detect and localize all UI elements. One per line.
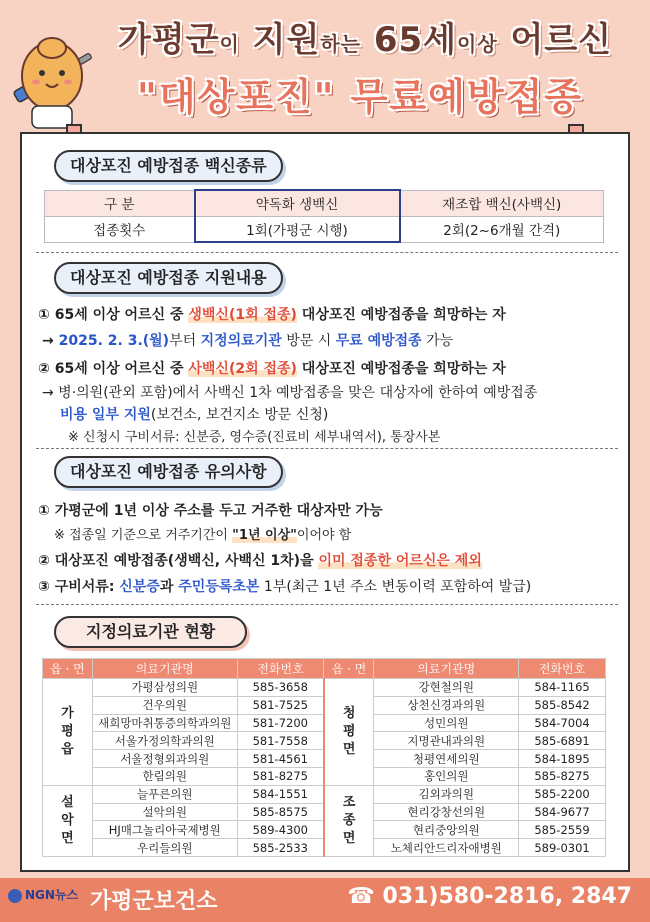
news-logo: NGN뉴스: [8, 886, 78, 903]
table-cell: 585-6891: [519, 732, 606, 750]
vaccine-types-table: [44, 189, 604, 243]
table-cell: 585-8575: [237, 803, 324, 821]
table-header-cell: 읍 · 면: [324, 659, 374, 679]
page-title-line1: 가평군이 지원하는 65세이상 어르신: [117, 20, 613, 60]
section-title-support: 대상포진 예방접종 지원내용: [54, 262, 283, 294]
table-cell: 585-3658: [237, 679, 324, 697]
table-cell: 청 평 면: [324, 679, 374, 786]
table-cell: 589-4300: [237, 821, 324, 839]
info-card: [20, 132, 630, 872]
table-cell: 585-8275: [519, 767, 606, 785]
section-title-clinics: 지정의료기관 현황: [54, 616, 247, 648]
table-cell: 설 악 면: [43, 785, 93, 856]
clinics-table-body: [43, 679, 606, 857]
table-cell: 584-1551: [237, 785, 324, 803]
contact-phone: ☎ 031)580-2816, 2847: [347, 884, 632, 909]
clinics-table: [42, 658, 606, 857]
table-cell: 581-7200: [237, 714, 324, 732]
divider: [36, 252, 618, 253]
section-title-vaccine-types: 대상포진 예방접종 백신종류: [54, 150, 283, 182]
table-row: [43, 679, 606, 697]
support-item-2: ② 65세 이상 어르신 중 사백신(2회 접종) 대상포진 예방접종을 희망하는 자: [38, 361, 506, 377]
notes-item-1-note: ※ 접종일 기준으로 거주기간이 "1년 이상"이어야 함: [54, 528, 352, 543]
table-cell: 현리중앙의원: [374, 821, 519, 839]
table-cell: 584-1165: [519, 679, 606, 697]
table-cell: 건우의원: [92, 696, 237, 714]
news-logo-icon: [8, 889, 22, 903]
table-cell: 가 평 읍: [43, 679, 93, 786]
health-center-name: 가평군보건소: [90, 889, 218, 914]
notes-item-2: ② 대상포진 예방접종(생백신, 사백신 1차)을 이미 접종한 어르신은 제외: [38, 553, 482, 569]
table-cell: 홍인의원: [374, 767, 519, 785]
table-header-cell: 읍 · 면: [43, 659, 93, 679]
table-cell: 584-1895: [519, 750, 606, 768]
table-cell: 상천신경과의원: [374, 696, 519, 714]
table-cell: 585-2559: [519, 821, 606, 839]
divider: [36, 604, 618, 605]
table-cell: 접종횟수: [45, 216, 195, 242]
table-cell: 약독화 생백신: [195, 190, 400, 216]
table-cell: 지명관내과의원: [374, 732, 519, 750]
table-cell: 서울정형외과의원: [92, 750, 237, 768]
table-cell: 김외과의원: [374, 785, 519, 803]
table-row: [43, 785, 606, 803]
table-cell: HJ매그놀리아국제병원: [92, 821, 237, 839]
page-header: [0, 0, 650, 135]
table-cell: 조 종 면: [324, 785, 374, 856]
table-cell: 581-4561: [237, 750, 324, 768]
table-cell: 1회(가평군 시행): [195, 216, 400, 242]
table-cell: 노체리안드리자애병원: [374, 839, 519, 857]
table-header-row: [43, 659, 606, 679]
table-header-cell: 전화번호: [519, 659, 606, 679]
phone-icon: ☎: [347, 884, 375, 909]
table-cell: 581-7525: [237, 696, 324, 714]
support-item-1: ① 65세 이상 어르신 중 생백신(1회 접종) 대상포진 예방접종을 희망하는 자: [38, 307, 506, 323]
support-item-2-detail: → 병·의원(관외 포함)에서 사백신 1차 예방접종을 맞은 대상자에 한하여 예방접종: [42, 385, 538, 401]
table-row: [45, 216, 604, 242]
support-item-2-detail-2: 비용 일부 지원(보건소, 보건지소 방문 신청): [60, 407, 329, 423]
table-cell: 늘푸른의원: [92, 785, 237, 803]
notes-item-1: ① 가평군에 1년 이상 주소를 두고 거주한 대상자만 가능: [38, 503, 383, 519]
table-cell: 581-7558: [237, 732, 324, 750]
section-title-notes: 대상포진 예방접종 유의사항: [54, 456, 283, 488]
page-footer: [0, 878, 650, 922]
table-cell: 584-7004: [519, 714, 606, 732]
table-header-cell: 전화번호: [237, 659, 324, 679]
table-cell: 589-0301: [519, 839, 606, 857]
table-header-cell: 의료기관명: [92, 659, 237, 679]
table-cell: 설악의원: [92, 803, 237, 821]
table-cell: 2회(2~6개월 간격): [400, 216, 604, 242]
table-cell: 584-9677: [519, 803, 606, 821]
page-title-line2: "대상포진" 무료예방접종: [137, 75, 583, 119]
table-cell: 581-8275: [237, 767, 324, 785]
support-item-1-detail: → 2025. 2. 3.(월)부터 지정의료기관 방문 시 무료 예방접종 가능: [42, 333, 454, 349]
divider: [36, 448, 618, 449]
table-header-row: [45, 190, 604, 216]
table-cell: 재조합 백신(사백신): [400, 190, 604, 216]
table-cell: 강현철의원: [374, 679, 519, 697]
table-cell: 585-2200: [519, 785, 606, 803]
table-cell: 새희망마취통증의학과의원: [92, 714, 237, 732]
table-cell: 우리들의원: [92, 839, 237, 857]
table-cell: 가평삼성의원: [92, 679, 237, 697]
table-cell: 585-2533: [237, 839, 324, 857]
support-item-2-note: ※ 신청시 구비서류: 신분증, 영수증(진료비 세부내역서), 통장사본: [68, 430, 441, 445]
notes-item-3: ③ 구비서류: 신분증과 주민등록초본 1부(최근 1년 주소 변동이력 포함하여 발급): [38, 579, 532, 595]
table-cell: 한림의원: [92, 767, 237, 785]
table-cell: 구 분: [45, 190, 195, 216]
table-header-cell: 의료기관명: [374, 659, 519, 679]
table-cell: 성민의원: [374, 714, 519, 732]
table-cell: 현리강창선의원: [374, 803, 519, 821]
table-cell: 서울가정의학과의원: [92, 732, 237, 750]
table-cell: 청평연세의원: [374, 750, 519, 768]
table-cell: 585-8542: [519, 696, 606, 714]
